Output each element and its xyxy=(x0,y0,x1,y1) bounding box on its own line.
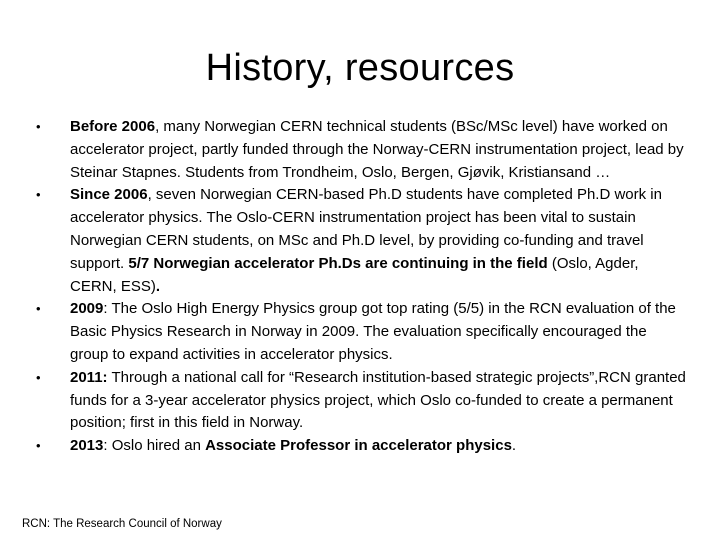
bullet-lead: 2011: xyxy=(70,368,108,386)
bullet-period: . xyxy=(155,277,161,295)
bullet-dot-icon: • xyxy=(36,369,41,385)
bullet-2011 xyxy=(36,367,686,435)
bullet-lead: Before 2006 xyxy=(70,118,156,135)
bullet-emphasis: 5/7 Norwegian accelerator Ph.Ds are continuing in the field xyxy=(128,254,548,272)
bullet-lead: 2013 xyxy=(70,437,104,455)
bullet-since-2006 xyxy=(36,184,686,298)
bullet-before-2006 xyxy=(36,116,686,184)
bullet-text: : Oslo hired an xyxy=(103,437,206,455)
bullet-lead: Since 2006 xyxy=(70,186,148,204)
bullet-text: , seven Norwegian CERN-based Ph.D students have completed Ph.D work in accelerator physics. The Oslo-CERN instrumentation project has been vital to sustain Norwegian CERN students, on MSc and Ph.D level, by providing co-funding and travel support. xyxy=(70,186,662,272)
bullet-dot-icon: • xyxy=(36,438,41,454)
bullet-dot-icon: • xyxy=(36,301,41,317)
bullet-dot-icon: • xyxy=(36,187,41,203)
bullet-emphasis: Associate Professor in accelerator physics xyxy=(205,437,512,455)
bullet-text: : The Oslo High Energy Physics group got top rating (5/5) in the RCN evaluation of the Basic Physics Research in Norway in 2009. The evaluation specifically encouraged the group to expand activities in accelerator physics. xyxy=(70,300,676,363)
footnote: RCN: The Research Council of Norway xyxy=(22,518,222,530)
bullet-text-tail: (Oslo, Agder, CERN, ESS) xyxy=(70,254,639,295)
bullet-text: Through a national call for “Research institution-based strategic projects”,RCN granted funds for a 3-year accelerator physics project, which Oslo co-funded to create a permanent position; first in this field in Norway. xyxy=(70,368,686,432)
bullet-text: , many Norwegian CERN technical students (BSc/MSc level) have worked on accelerator project, partly funded through the Norway-CERN instrumentation project, lead by Steinar Stapnes. Students from Trondheim, Oslo, Bergen, Gjøvik, Kristiansand … xyxy=(70,118,684,181)
bullet-dot-icon: • xyxy=(36,119,41,134)
bullet-text-tail: . xyxy=(511,437,517,455)
bullet-2009 xyxy=(36,298,686,366)
bullet-2013 xyxy=(36,435,686,458)
slide-title: History, resources xyxy=(205,47,515,89)
bullet-lead: 2009 xyxy=(70,300,104,318)
bullet-list xyxy=(36,116,686,458)
